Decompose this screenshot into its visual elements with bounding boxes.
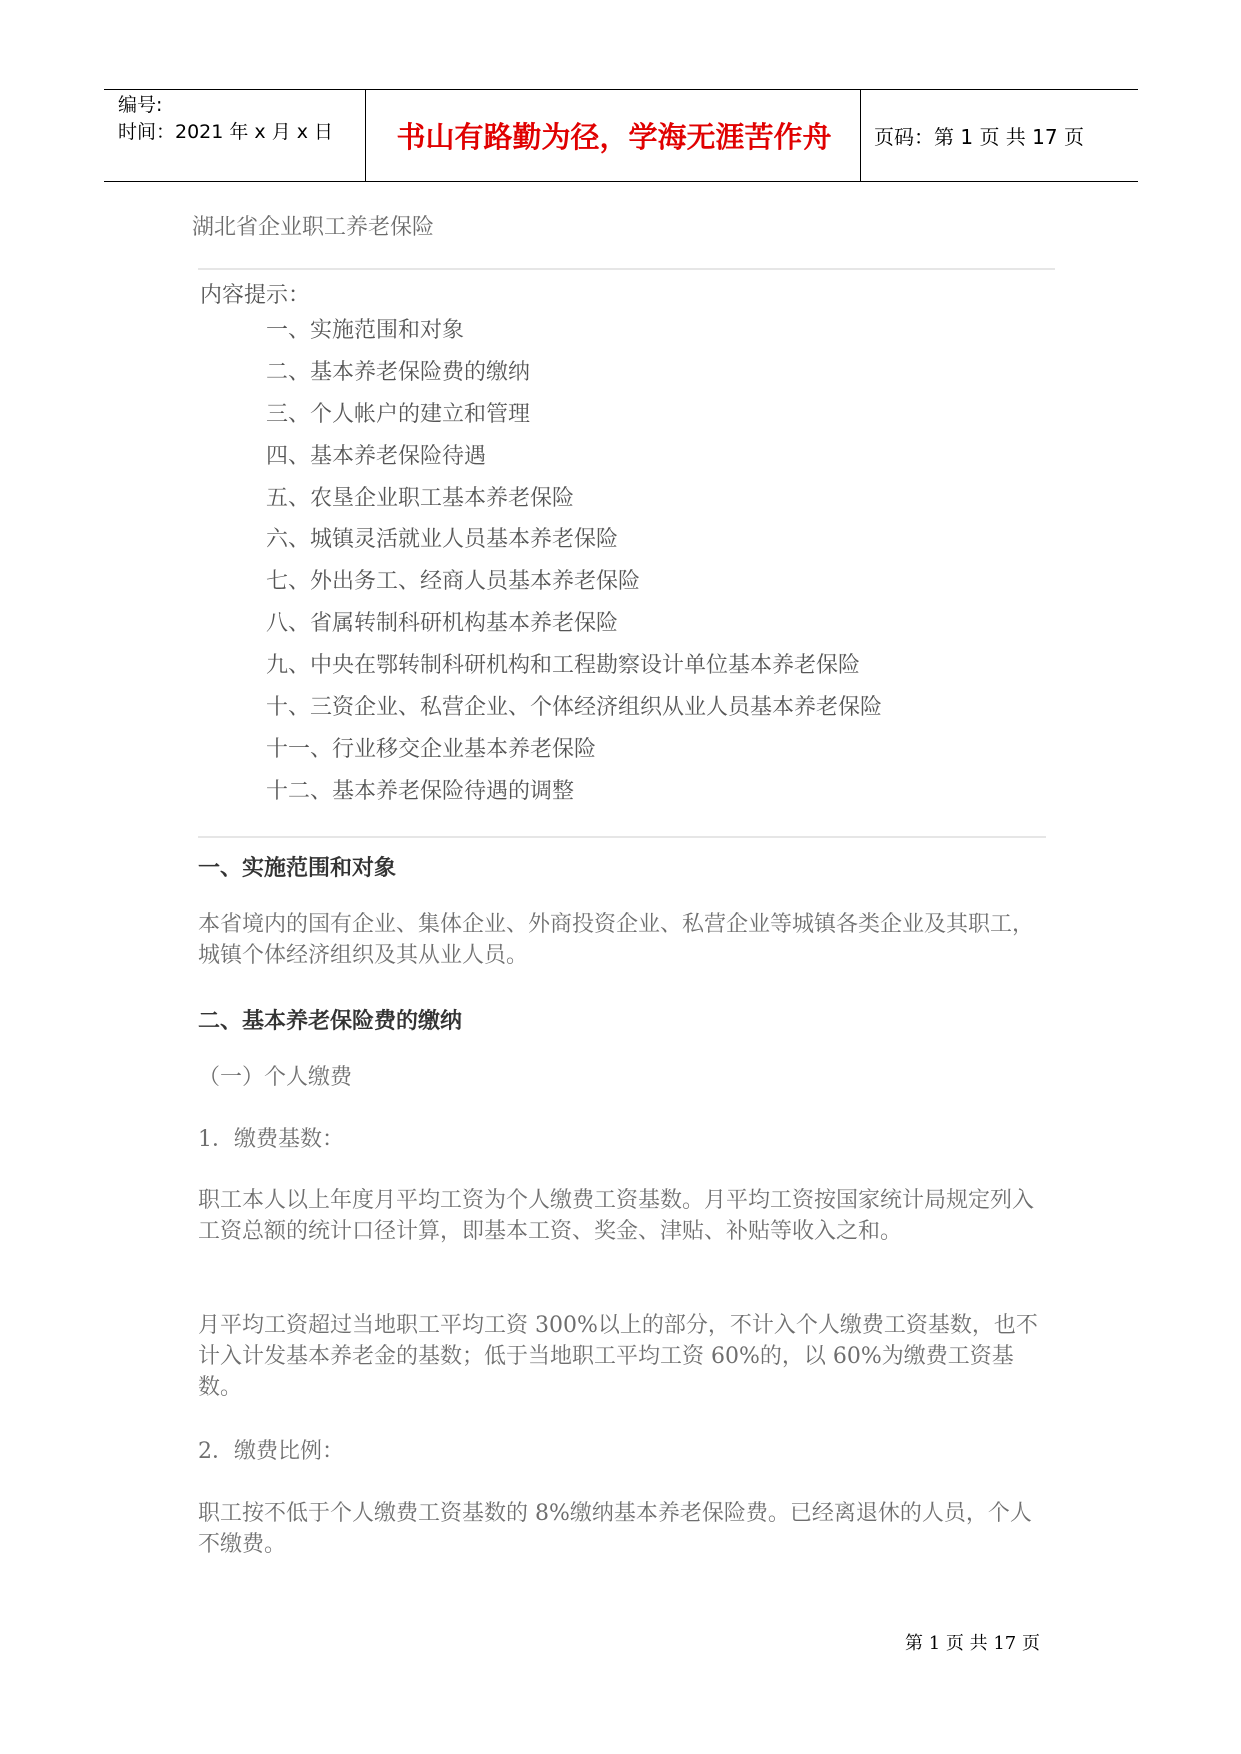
toc-item[interactable]: 二、基本养老保险费的缴纳 xyxy=(266,359,531,385)
divider xyxy=(198,268,1055,270)
header-divider xyxy=(860,90,861,181)
header-divider xyxy=(365,90,366,181)
header-page-info: 页码：第 1 页 共 17 页 xyxy=(874,125,1084,149)
paragraph: 本省境内的国有企业、集体企业、外商投资企业、私营企业等城镇各类企业及其职工，城镇个体经济组织及其从业人员。 xyxy=(198,912,1035,968)
toc-item[interactable]: 三、个人帐户的建立和管理 xyxy=(266,401,531,427)
paragraph: 职工按不低于个人缴费工资基数的 8%缴纳基本养老保险费。已经离退休的人员，个人不缴费。 xyxy=(198,1501,1032,1557)
toc-item[interactable]: 十一、行业移交企业基本养老保险 xyxy=(266,736,597,762)
toc-heading: 内容提示： xyxy=(200,283,311,308)
toc-item[interactable]: 七、外出务工、经商人员基本养老保险 xyxy=(266,569,641,595)
document-number-label: 编号: xyxy=(118,94,163,116)
header-motto: 书山有路勤为径，学海无涯苦作舟 xyxy=(396,120,832,154)
toc-item[interactable]: 六、城镇灵活就业人员基本养老保险 xyxy=(266,527,619,553)
divider xyxy=(198,836,1046,838)
toc-item[interactable]: 四、基本养老保险待遇 xyxy=(266,443,487,469)
toc-item[interactable]: 一、实施范围和对象 xyxy=(266,318,465,343)
page-header xyxy=(104,89,1138,182)
item-heading: 2．缴费比例： xyxy=(198,1439,344,1464)
section-heading: 二、基本养老保险费的缴纳 xyxy=(198,1009,463,1034)
toc-item[interactable]: 五、农垦企业职工基本养老保险 xyxy=(266,485,575,511)
paragraph: 月平均工资超过当地职工平均工资 300%以上的部分，不计入个人缴费工资基数，也不计入计发基本养老金的基数；低于当地职工平均工资 60%的，以 60%为缴费工资基数。 xyxy=(198,1313,1038,1400)
toc-item[interactable]: 十、三资企业、私营企业、个体经济组织从业人员基本养老保险 xyxy=(266,695,883,721)
table-of-contents xyxy=(266,310,882,813)
item-heading: 1．缴费基数： xyxy=(198,1127,344,1152)
header-meta xyxy=(118,92,368,146)
document-title: 湖北省企业职工养老保险 xyxy=(192,215,435,240)
document-time-label: 时间：2021 年 x 月 x 日 xyxy=(118,121,334,143)
toc-item[interactable]: 八、省属转制科研机构基本养老保险 xyxy=(266,611,619,637)
paragraph: 职工本人以上年度月平均工资为个人缴费工资基数。月平均工资按国家统计局规定列入工资总额的统计口径计算，即基本工资、奖金、津贴、补贴等收入之和。 xyxy=(198,1188,1035,1244)
toc-item[interactable]: 十二、基本养老保险待遇的调整 xyxy=(266,778,575,804)
section-heading: 一、实施范围和对象 xyxy=(198,856,397,881)
subsection-heading: （一）个人缴费 xyxy=(198,1065,353,1090)
page-footer: 第 1 页 共 17 页 xyxy=(905,1633,1040,1654)
toc-item[interactable]: 九、中央在鄂转制科研机构和工程勘察设计单位基本养老保险 xyxy=(266,653,861,679)
